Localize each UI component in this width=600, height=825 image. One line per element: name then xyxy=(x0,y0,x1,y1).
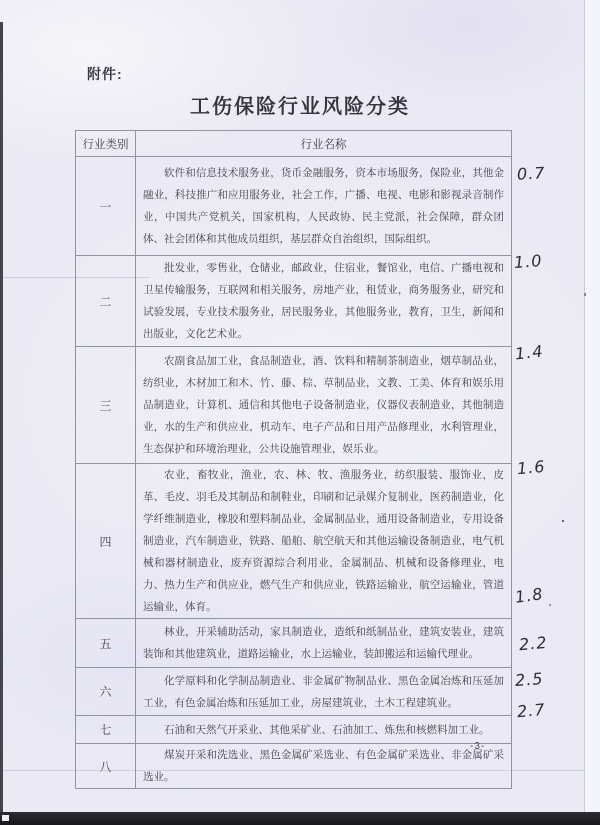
category-cell: 八 xyxy=(76,744,136,789)
industries-text: 农业，畜牧业，渔业，农、林、牧、渔服务业，纺织服装、服饰业，皮革、毛皮、羽毛及其制品和制鞋业，印刷和记录媒介复制业，医药制造业，化学纤维制造业，橡胶和塑料制品业，金属制品业，通用设备制造业，专用设备制造业，汽车制造业，铁路、船舶、航空航天和其他运输设备制造业，电气机械和器材制造业，废弃资源综合利用业，金属制品、机械和设备修理业，电力、热力生产和供应业，燃气生产和供应业，铁路运输业，航空运输业，管道运输业，体育。 xyxy=(143,469,504,613)
handwritten-rate-annotation: 1.8 xyxy=(513,584,545,607)
handwritten-rate-annotation: 1.0 xyxy=(513,251,544,272)
industries-cell xyxy=(136,716,512,744)
industries-cell xyxy=(136,668,512,716)
header-category: 行业类别 xyxy=(76,131,136,157)
header-industry-name: 行业名称 xyxy=(136,131,512,157)
industries-text: 煤炭开采和洗选业、黑色金属矿采选业、有色金属矿采选业、非金属矿采选业。 xyxy=(143,749,504,783)
handwritten-rate-annotation: 0.7 xyxy=(516,163,546,184)
industries-cell xyxy=(136,347,512,464)
handwritten-rate-annotation: 2.2 xyxy=(518,632,549,655)
industries-cell xyxy=(136,744,512,789)
table-row xyxy=(76,716,512,744)
paper-fold-line xyxy=(0,770,584,771)
paper-fold-line xyxy=(0,277,150,278)
category-cell: 七 xyxy=(76,716,136,744)
industries-text: 农副食品加工业，食品制造业，酒、饮料和精制茶制造业，烟草制品业，纺织业，木材加工和木、竹、藤、棕、草制品业，文教、工美、体育和娱乐用品制造业，计算机、通信和其他电子设备制造业，仪器仪表制造业，其他制造业，水的生产和供应业，机动车、电子产品和日用产品修理业，水利管理业，生态保护和环境治理业，公共设施管理业，娱乐业。 xyxy=(143,355,504,455)
category-cell: 一 xyxy=(76,157,136,256)
scan-edge-bottom xyxy=(0,812,600,825)
industries-cell xyxy=(136,256,512,347)
table-row xyxy=(76,157,512,256)
document-title: 工伤保险行业风险分类 xyxy=(190,96,410,118)
table-row xyxy=(76,619,512,668)
scan-edge-left xyxy=(0,22,3,825)
industries-text: 批发业，零售业，仓储业，邮政业，住宿业，餐馆业，电信、广播电视和卫星传输服务，互联网和相关服务，房地产业，租赁业，商务服务业，研究和试验发展，专业技术服务业，居民服务业，其他服务业，教育，卫生，新闻和出版业，文化艺术业。 xyxy=(143,262,504,340)
industries-cell xyxy=(136,464,512,619)
table-row xyxy=(76,347,512,464)
category-cell: 五 xyxy=(76,619,136,668)
category-cell: 三 xyxy=(76,347,136,464)
page-number: -3- xyxy=(470,741,486,752)
industries-text: 软件和信息技术服务业，货币金融服务，资本市场服务，保险业，其他金融业，科技推广和应用服务业，社会工作，广播、电视、电影和影视录音制作业，中国共产党机关，国家机构，人民政协、民主党派，社会保障，群众团体、社会团体和其他成员组织，基层群众自治组织，国际组织。 xyxy=(143,167,504,245)
scan-speck xyxy=(584,293,586,296)
scan-speck xyxy=(549,604,551,606)
industries-text: 石油和天然气开采业、其他采矿业、石油加工、炼焦和核燃料加工业。 xyxy=(164,723,490,736)
table-header-row xyxy=(76,131,512,157)
table-row xyxy=(76,668,512,716)
table-row xyxy=(76,744,512,789)
attachment-label: 附件: xyxy=(87,66,123,82)
handwritten-rate-annotation: 1.6 xyxy=(516,456,547,479)
industries-text: 林业，开采辅助活动，家具制造业，造纸和纸制品业，建筑安装业，建筑装饰和其他建筑业，道路运输业，水上运输业，装卸搬运和运输代理业。 xyxy=(143,626,504,660)
handwritten-rate-annotation: 2.5 xyxy=(514,669,545,690)
risk-classification-table xyxy=(75,130,512,789)
industries-cell xyxy=(136,157,512,256)
industries-text: 化学原料和化学制品制造业、非金属矿物制品业、黑色金属冶炼和压延加工业，有色金属冶炼和压延加工业，房屋建筑业，土木工程建筑业。 xyxy=(143,674,504,709)
scan-artifact-dot xyxy=(2,815,9,821)
category-cell: 六 xyxy=(76,668,136,716)
scan-speck xyxy=(562,520,564,522)
handwritten-rate-annotation: 2.7 xyxy=(516,699,547,722)
industries-cell xyxy=(136,619,512,668)
table-row xyxy=(76,464,512,619)
table-row xyxy=(76,256,512,347)
category-cell: 四 xyxy=(76,464,136,619)
scan-page-right-edge xyxy=(584,0,600,812)
handwritten-rate-annotation: 1.4 xyxy=(514,341,545,364)
category-cell: 二 xyxy=(76,256,136,347)
